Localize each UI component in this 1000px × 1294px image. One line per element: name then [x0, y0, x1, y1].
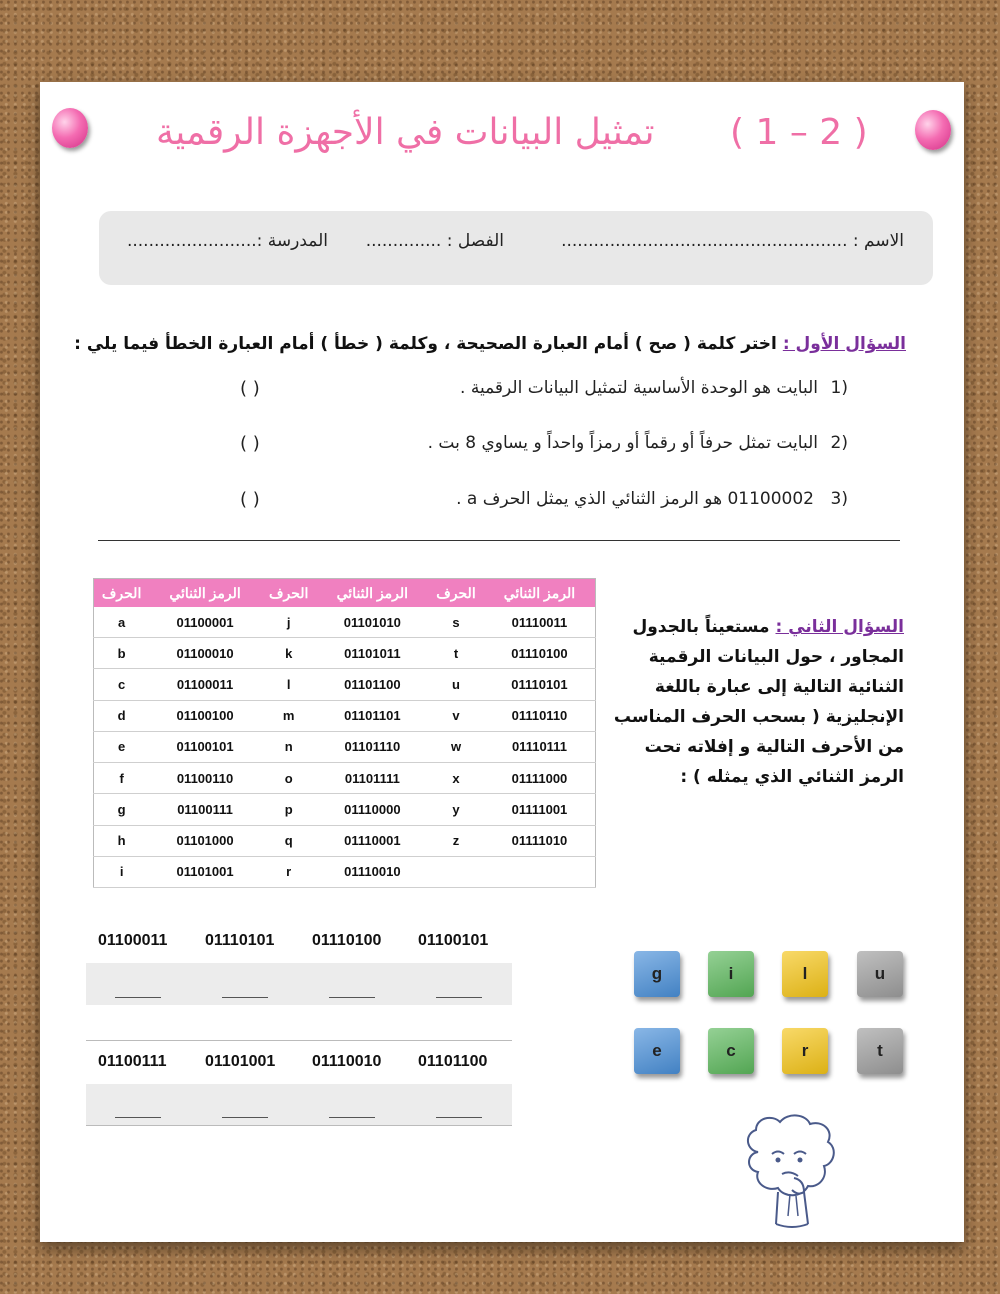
- letter-cell: a: [94, 607, 150, 638]
- binary-code-8: 01101100: [418, 1053, 488, 1070]
- binary-cell: 01110111: [484, 731, 596, 762]
- thinking-character-icon: [738, 1112, 842, 1234]
- letter-cell: u: [428, 669, 484, 700]
- letter-cell: j: [261, 607, 317, 638]
- pushpin-right: [915, 110, 951, 150]
- binary-code-3: 01110100: [312, 932, 382, 949]
- header-binary: الرمز الثنائي: [484, 579, 596, 608]
- binary-cell: 01101111: [317, 763, 429, 794]
- question-1-heading: [74, 334, 906, 354]
- row-separator: [86, 1040, 512, 1041]
- table-row: [94, 731, 596, 762]
- binary-cell: 01101110: [317, 731, 429, 762]
- name-field[interactable]: الاسم : .....................................................: [561, 231, 904, 251]
- letter-cell: i: [94, 856, 150, 887]
- header-letter: الحرف: [94, 579, 150, 608]
- binary-cell: 01101010: [317, 607, 429, 638]
- letter-cell: g: [94, 794, 150, 825]
- question-2-text: مستعيناً بالجدول المجاور ، حول البيانات الرقمية الثنائية التالية إلى عبارة باللغة الإنجليزية ( بسحب الحرف المناسب من الأحرف التالية و إفلاته تحت الرمز الثنائي الذي يمثله ) :: [613, 617, 904, 787]
- letter-cell: h: [94, 825, 150, 856]
- drop-slot[interactable]: [222, 1117, 268, 1118]
- class-field[interactable]: الفصل : ..............: [365, 231, 504, 251]
- letter-cell: d: [94, 700, 150, 731]
- school-field[interactable]: المدرسة :........................: [126, 231, 328, 251]
- table-row: [94, 825, 596, 856]
- statement-1-answer-box[interactable]: ( ): [240, 378, 260, 399]
- binary-cell: [484, 856, 596, 887]
- drop-row-2: [86, 1084, 512, 1126]
- letter-cell: e: [94, 731, 150, 762]
- statement-1-number: 1): [830, 378, 848, 398]
- row-separator: [86, 1125, 512, 1126]
- letter-cell: b: [94, 638, 150, 669]
- drop-slot[interactable]: [329, 1117, 375, 1118]
- table-row: [94, 763, 596, 794]
- header-letter: الحرف: [261, 579, 317, 608]
- drop-slot[interactable]: [436, 997, 482, 998]
- table-row: [94, 638, 596, 669]
- question-1-label: السؤال الأول :: [782, 334, 906, 354]
- binary-code-1: 01100011: [98, 932, 168, 949]
- binary-cell: 01101101: [317, 700, 429, 731]
- letter-cell: w: [428, 731, 484, 762]
- binary-cell: 01101001: [149, 856, 261, 887]
- binary-cell: 01111001: [484, 794, 596, 825]
- binary-cell: 01100010: [149, 638, 261, 669]
- binary-code-2: 01110101: [205, 932, 275, 949]
- letter-cell: [428, 856, 484, 887]
- letter-cell: q: [261, 825, 317, 856]
- binary-code-5: 01100111: [98, 1053, 167, 1070]
- binary-cell: 01100011: [149, 669, 261, 700]
- statement-1-text: البايت هو الوحدة الأساسية لتمثيل البيانات الرقمية .: [460, 378, 818, 398]
- drop-row-1: [86, 963, 512, 1005]
- binary-cell: 01110110: [484, 700, 596, 731]
- drop-slot[interactable]: [222, 997, 268, 998]
- letter-tile-g[interactable]: g: [634, 951, 680, 997]
- header-binary: الرمز الثنائي: [317, 579, 429, 608]
- binary-code-6: 01101001: [205, 1053, 276, 1070]
- binary-cell: 01111000: [484, 763, 596, 794]
- binary-cell: 01101000: [149, 825, 261, 856]
- binary-cell: 01100110: [149, 763, 261, 794]
- letter-cell: s: [428, 607, 484, 638]
- letter-cell: x: [428, 763, 484, 794]
- letter-cell: f: [94, 763, 150, 794]
- binary-cell: 01100111: [149, 794, 261, 825]
- letter-cell: p: [261, 794, 317, 825]
- letter-cell: l: [261, 669, 317, 700]
- letter-cell: z: [428, 825, 484, 856]
- question-2-block: [612, 612, 904, 792]
- letter-cell: r: [261, 856, 317, 887]
- letter-tile-l[interactable]: l: [782, 951, 828, 997]
- letter-tile-u[interactable]: u: [857, 951, 903, 997]
- binary-code-7: 01110010: [312, 1053, 382, 1070]
- table-row: [94, 700, 596, 731]
- binary-code-table: [93, 578, 596, 888]
- letter-cell: o: [261, 763, 317, 794]
- letter-tile-t[interactable]: t: [857, 1028, 903, 1074]
- binary-cell: 01110001: [317, 825, 429, 856]
- statement-2-number: 2): [830, 433, 848, 453]
- letter-cell: c: [94, 669, 150, 700]
- binary-cell: 01110000: [317, 794, 429, 825]
- drop-slot[interactable]: [115, 1117, 161, 1118]
- letter-cell: v: [428, 700, 484, 731]
- drop-slot[interactable]: [329, 997, 375, 998]
- statement-3-answer-box[interactable]: ( ): [240, 489, 260, 510]
- statement-3-number: 3): [830, 489, 848, 509]
- table-row: [94, 856, 596, 887]
- binary-cell: 01111010: [484, 825, 596, 856]
- table-header-row: [94, 579, 596, 608]
- letter-tile-r[interactable]: r: [782, 1028, 828, 1074]
- binary-code-4: 01100101: [418, 932, 489, 949]
- drop-slot[interactable]: [115, 997, 161, 998]
- binary-cell: 01110100: [484, 638, 596, 669]
- binary-cell: 01110010: [317, 856, 429, 887]
- letter-cell: m: [261, 700, 317, 731]
- section-divider: [98, 540, 900, 541]
- letter-tile-c[interactable]: c: [708, 1028, 754, 1074]
- header-binary: الرمز الثنائي: [149, 579, 261, 608]
- table-row: [94, 607, 596, 638]
- binary-cell: 01100100: [149, 700, 261, 731]
- pushpin-left: [52, 108, 88, 148]
- letter-cell: t: [428, 638, 484, 669]
- binary-cell: 01110011: [484, 607, 596, 638]
- drop-slot[interactable]: [436, 1117, 482, 1118]
- lesson-number: ( 1 – 2 ): [730, 112, 868, 153]
- binary-cell: 01100101: [149, 731, 261, 762]
- binary-cell: 01101011: [317, 638, 429, 669]
- letter-tile-e[interactable]: e: [634, 1028, 680, 1074]
- header-letter: الحرف: [428, 579, 484, 608]
- statement-3-text: 01100002 هو الرمز الثنائي الذي يمثل الحرف a .: [456, 489, 814, 509]
- table-row: [94, 794, 596, 825]
- letter-cell: k: [261, 638, 317, 669]
- binary-cell: 01101100: [317, 669, 429, 700]
- binary-cell: 01110101: [484, 669, 596, 700]
- question-2-label: السؤال الثاني :: [775, 617, 904, 637]
- question-1-instruction: اختر كلمة ( صح ) أمام العبارة الصحيحة ، وكلمة ( خطأ ) أمام العبارة الخطأ فيما يلي :: [74, 334, 777, 354]
- letter-cell: y: [428, 794, 484, 825]
- statement-2-answer-box[interactable]: ( ): [240, 433, 260, 454]
- statement-2-text: البايت تمثل حرفاً أو رقماً أو رمزاً واحداً و يساوي 8 بت .: [427, 433, 818, 453]
- letter-cell: n: [261, 731, 317, 762]
- table-row: [94, 669, 596, 700]
- worksheet-title: تمثيل البيانات في الأجهزة الرقمية: [156, 112, 655, 153]
- binary-cell: 01100001: [149, 607, 261, 638]
- letter-tile-i[interactable]: i: [708, 951, 754, 997]
